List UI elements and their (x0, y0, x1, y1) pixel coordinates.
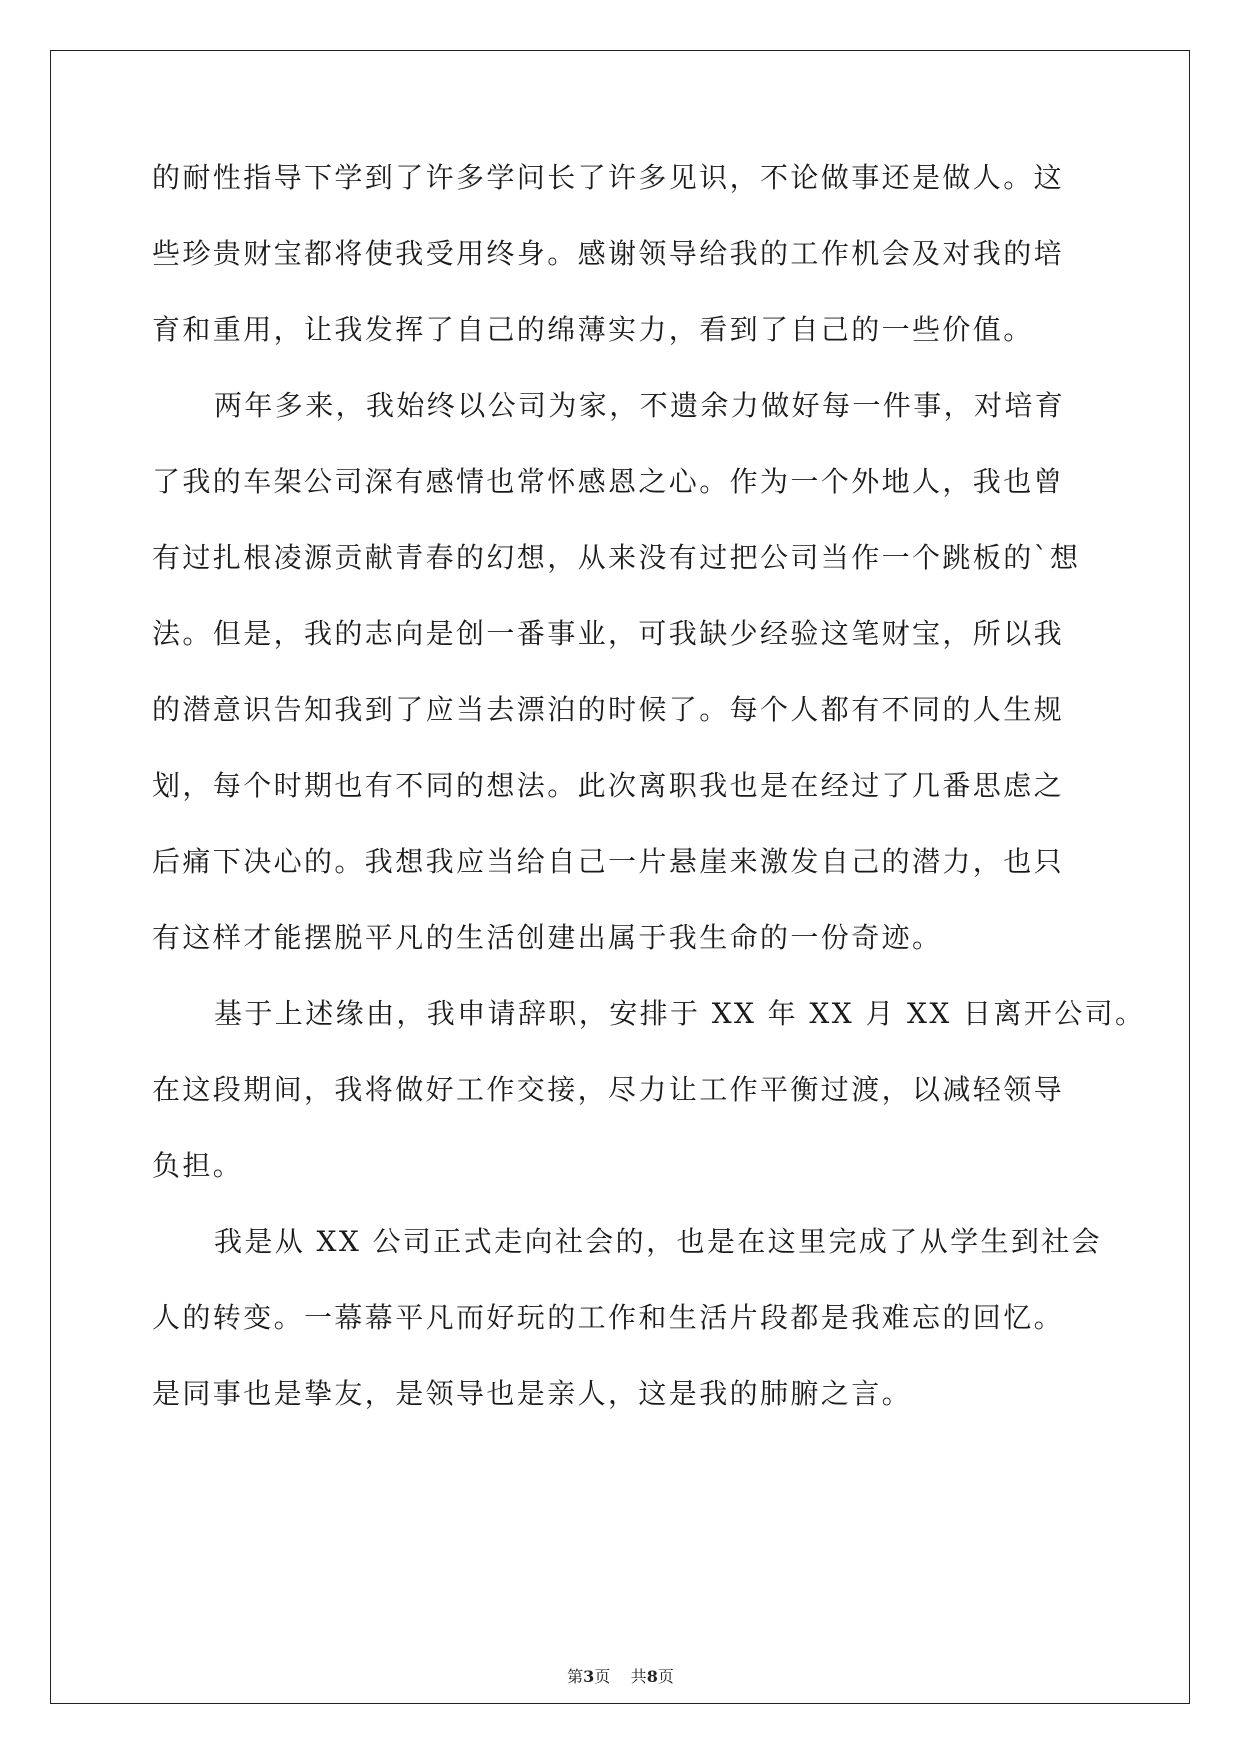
text-line: 育和重用，让我发挥了自己的绵薄实力，看到了自己的一些价值。 (152, 313, 1034, 346)
page-total: 共8页 (630, 1667, 674, 1686)
text-line: 基于上述缘由，我申请辞职，安排于 XX 年 XX 月 XX 日离开公司。 (214, 997, 1146, 1030)
page-number: 第3页 (567, 1667, 611, 1686)
page-footer (0, 1664, 1241, 1687)
paragraph (152, 160, 1092, 348)
text-line: 的耐性指导下学到了许多学问长了许多见识，不论做事还是做人。这 (152, 161, 1065, 194)
text-line: 在这段期间，我将做好工作交接，尽力让工作平衡过渡，以减轻领导 (152, 1073, 1065, 1106)
text-line: 我是从 XX 公司正式走向社会的，也是在这里完成了从学生到社会 (214, 1225, 1103, 1258)
text-line: 有这样才能摆脱平凡的生活创建出属于我生命的一份奇迹。 (152, 921, 943, 954)
text-line: 了我的车架公司深有感情也常怀感恩之心。作为一个外地人，我也曾 (152, 465, 1065, 498)
text-line: 后痛下决心的。我想我应当给自己一片悬崖来激发自己的潜力，也只 (152, 845, 1065, 878)
text-line: 两年多来，我始终以公司为家，不遗余力做好每一件事，对培育 (214, 389, 1066, 422)
text-line: 是同事也是挚友，是领导也是亲人，这是我的肺腑之言。 (152, 1377, 913, 1410)
text-line: 有过扎根凌源贡献青春的幻想，从来没有过把公司当作一个跳板的`想 (152, 541, 1081, 574)
text-line: 负担。 (152, 1149, 244, 1182)
text-line: 法。但是，我的志向是创一番事业，可我缺少经验这笔财宝，所以我 (152, 617, 1065, 650)
paragraph (152, 388, 1092, 956)
text-line: 些珍贵财宝都将使我受用终身。感谢领导给我的工作机会及对我的培 (152, 237, 1065, 270)
document-body (152, 160, 1146, 1452)
text-line: 人的转变。一幕幕平凡而好玩的工作和生活片段都是我难忘的回忆。 (152, 1301, 1065, 1334)
text-line: 划，每个时期也有不同的想法。此次离职我也是在经过了几番思虑之 (152, 769, 1065, 802)
paragraph (152, 996, 1146, 1184)
paragraph (152, 1224, 1103, 1412)
text-line: 的潜意识告知我到了应当去漂泊的时候了。每个人都有不同的人生规 (152, 693, 1065, 726)
